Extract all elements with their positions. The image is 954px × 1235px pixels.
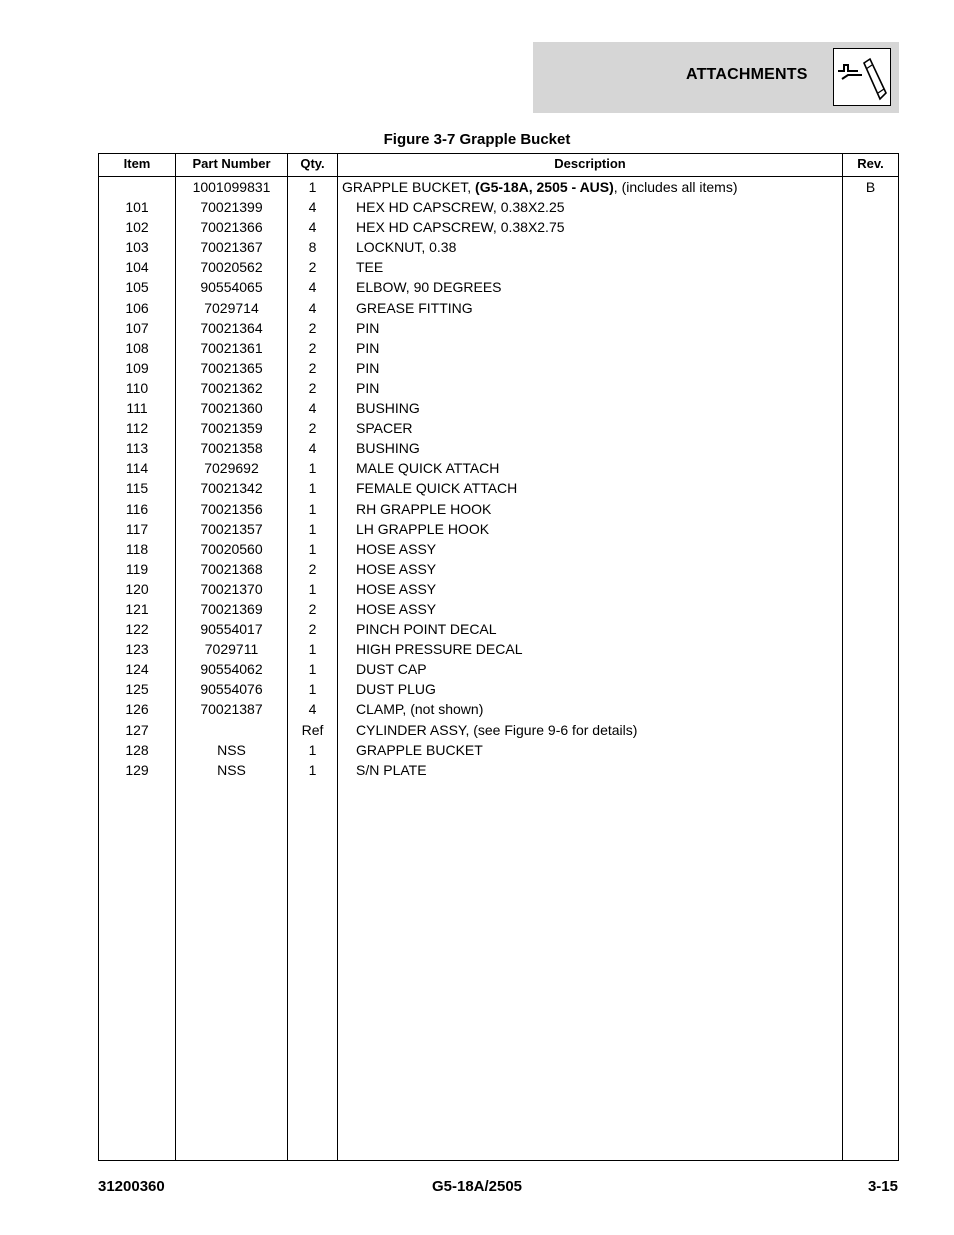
part-number-cell: 90554076 (200, 681, 263, 698)
item-cell: 107 (125, 319, 149, 336)
qty-cell: 1 (308, 480, 317, 497)
item-cell: 103 (125, 239, 149, 256)
qty-cell: 1 (308, 741, 317, 758)
table-row (99, 599, 898, 619)
part-number-cell: 90554017 (200, 621, 263, 638)
description-cell: CYLINDER ASSY, (see Figure 9-6 for details) (356, 721, 638, 738)
part-number-cell: 70021361 (200, 339, 263, 356)
part-number-cell: 70021367 (200, 239, 263, 256)
description-cell: SPACER (356, 420, 413, 437)
description-cell: MALE QUICK ATTACH (356, 460, 500, 477)
item-cell: 125 (125, 681, 149, 698)
qty-cell: 1 (308, 540, 317, 557)
item-cell: 121 (125, 600, 149, 617)
qty-cell: 2 (308, 420, 317, 437)
part-number-cell: 7029714 (204, 299, 259, 316)
item-cell: 108 (125, 339, 149, 356)
description-cell: RH GRAPPLE HOOK (356, 500, 492, 517)
description-cell: CLAMP, (not shown) (356, 701, 484, 718)
table-row (99, 237, 898, 257)
item-cell: 102 (125, 219, 149, 236)
table-row (99, 217, 898, 237)
item-cell: 111 (126, 400, 148, 417)
item-cell: 123 (125, 641, 149, 658)
part-number-cell: 7029692 (204, 460, 259, 477)
description-cell: ELBOW, 90 DEGREES (356, 279, 502, 296)
qty-cell: 2 (308, 560, 317, 577)
table-row (99, 478, 898, 498)
table-row (99, 318, 898, 338)
description-cell: HOSE ASSY (356, 560, 437, 577)
column-header-rev: Rev. (857, 156, 884, 171)
qty-cell: 4 (308, 400, 317, 417)
qty-cell: 2 (308, 359, 317, 376)
table-row (99, 257, 898, 277)
part-number-cell: 70020560 (200, 540, 263, 557)
description-cell: GRAPPLE BUCKET (356, 741, 483, 758)
description-cell: HEX HD CAPSCREW, 0.38X2.25 (356, 199, 565, 216)
item-cell: 119 (125, 560, 149, 577)
qty-cell: 2 (308, 319, 317, 336)
qty-cell: 2 (308, 621, 317, 638)
table-row (99, 177, 898, 197)
description-cell: PINCH POINT DECAL (356, 621, 497, 638)
table-row (99, 579, 898, 599)
item-cell: 105 (125, 279, 149, 296)
item-cell: 115 (125, 480, 149, 497)
qty-cell: 2 (308, 339, 317, 356)
description-cell: HOSE ASSY (356, 580, 437, 597)
part-number-cell: 70021364 (200, 319, 263, 336)
part-number-cell: 70021399 (200, 199, 263, 216)
item-cell: 127 (125, 721, 149, 738)
description-cell: DUST PLUG (356, 681, 436, 698)
part-number-cell: 70021359 (200, 420, 263, 437)
column-header-item: Item (123, 156, 151, 171)
item-cell: 116 (125, 500, 149, 517)
item-cell: 124 (125, 661, 149, 678)
table-row (99, 338, 898, 358)
qty-cell: 1 (308, 580, 317, 597)
table-row (99, 639, 898, 659)
page-number: 3-15 (867, 1178, 898, 1195)
description-cell: HOSE ASSY (356, 600, 437, 617)
qty-cell: 4 (308, 279, 317, 296)
part-number-cell: 70021342 (200, 480, 263, 497)
item-cell: 114 (125, 460, 149, 477)
part-number-cell: 7029711 (204, 641, 259, 658)
description-model-text: (G5-18A, 2505 - AUS) (475, 179, 614, 195)
table-row (99, 539, 898, 559)
table-row (99, 720, 898, 740)
item-cell: 117 (125, 520, 149, 537)
description-cell: HOSE ASSY (356, 540, 437, 557)
qty-cell: 8 (308, 239, 317, 256)
part-number-cell: NSS (217, 741, 246, 758)
qty-cell: 2 (308, 600, 317, 617)
table-row (99, 519, 898, 539)
qty-cell: 1 (308, 641, 317, 658)
part-number-cell: NSS (217, 761, 246, 778)
description-cell: PIN (356, 319, 380, 336)
part-number-cell: 70021369 (200, 600, 263, 617)
table-row (99, 418, 898, 438)
table-row (99, 458, 898, 478)
part-number-cell: 70021365 (200, 359, 263, 376)
part-number-cell: 70021357 (200, 520, 263, 537)
table-row (99, 197, 898, 217)
parts-table (98, 153, 899, 1161)
column-header-description: Description (554, 156, 626, 171)
model-number: G5-18A/2505 (431, 1178, 523, 1195)
qty-cell: 4 (308, 701, 317, 718)
figure-title: Figure 3-7 Grapple Bucket (383, 131, 571, 148)
part-number-cell: 90554065 (200, 279, 263, 296)
description-cell: GREASE FITTING (356, 299, 473, 316)
description-cell: HEX HD CAPSCREW, 0.38X2.75 (356, 219, 565, 236)
part-number-cell: 90554062 (200, 661, 263, 678)
qty-cell: 1 (308, 460, 317, 477)
doc-number: 31200360 (98, 1178, 165, 1195)
qty-cell: 2 (308, 259, 317, 276)
description-cell: BUSHING (356, 400, 420, 417)
qty-cell: 1 (308, 500, 317, 517)
attachment-tool-icon (833, 48, 891, 106)
column-header-part-number: Part Number (192, 156, 271, 171)
qty-cell: 4 (308, 440, 317, 457)
table-row (99, 659, 898, 679)
item-cell: 118 (125, 540, 149, 557)
part-number-cell: 70021362 (200, 379, 263, 396)
row-container (99, 197, 898, 780)
table-row (99, 559, 898, 579)
table-body (99, 177, 898, 780)
table-row (99, 699, 898, 719)
qty-cell: 4 (308, 299, 317, 316)
qty-cell: 1 (308, 179, 317, 195)
rev-cell: B (865, 179, 876, 195)
table-row (99, 298, 898, 318)
part-number-cell: 70021358 (200, 440, 263, 457)
description-cell (342, 177, 738, 197)
part-number-cell: 1001099831 (192, 179, 271, 195)
part-number-cell: 70021370 (200, 580, 263, 597)
item-cell: 112 (125, 420, 149, 437)
table-row (99, 679, 898, 699)
table-row (99, 619, 898, 639)
table-row (99, 740, 898, 760)
item-cell: 101 (125, 199, 149, 216)
part-number-cell: 70021356 (200, 500, 263, 517)
qty-cell: 4 (308, 199, 317, 216)
qty-cell: Ref (301, 721, 324, 738)
item-cell: 109 (125, 359, 149, 376)
description-cell: S/N PLATE (356, 761, 427, 778)
part-number-cell: 70021368 (200, 560, 263, 577)
table-row (99, 398, 898, 418)
table-row (99, 378, 898, 398)
item-cell: 128 (125, 741, 149, 758)
item-cell: 120 (125, 580, 149, 597)
qty-cell: 2 (308, 379, 317, 396)
part-number-cell: 70021387 (200, 701, 263, 718)
table-row (99, 760, 898, 780)
part-number-cell: 70020562 (200, 259, 263, 276)
table-row (99, 438, 898, 458)
item-cell: 129 (125, 761, 149, 778)
item-cell: 122 (125, 621, 149, 638)
description-cell: PIN (356, 339, 380, 356)
description-cell: PIN (356, 379, 380, 396)
qty-cell: 1 (308, 520, 317, 537)
description-cell: DUST CAP (356, 661, 427, 678)
description-cell: LH GRAPPLE HOOK (356, 520, 490, 537)
qty-cell: 1 (308, 681, 317, 698)
item-cell: 106 (125, 299, 149, 316)
part-number-cell: 70021366 (200, 219, 263, 236)
description-cell: FEMALE QUICK ATTACH (356, 480, 518, 497)
description-suffix-text: , (includes all items) (613, 179, 738, 195)
table-row (99, 499, 898, 519)
qty-cell: 1 (308, 661, 317, 678)
item-cell: 110 (125, 379, 149, 396)
description-cell: TEE (356, 259, 384, 276)
table-row (99, 358, 898, 378)
item-cell: 104 (125, 259, 149, 276)
table-row (99, 277, 898, 297)
item-cell: 126 (125, 701, 149, 718)
item-cell: 113 (125, 440, 149, 457)
section-title: ATTACHMENTS (686, 66, 808, 83)
description-cell: PIN (356, 359, 380, 376)
qty-cell: 4 (308, 219, 317, 236)
description-cell: HIGH PRESSURE DECAL (356, 641, 523, 658)
description-text: GRAPPLE BUCKET, (342, 179, 476, 195)
description-cell: LOCKNUT, 0.38 (356, 239, 457, 256)
qty-cell: 1 (308, 761, 317, 778)
description-cell: BUSHING (356, 440, 420, 457)
part-number-cell: 70021360 (200, 400, 263, 417)
column-header-qty: Qty. (300, 156, 325, 171)
